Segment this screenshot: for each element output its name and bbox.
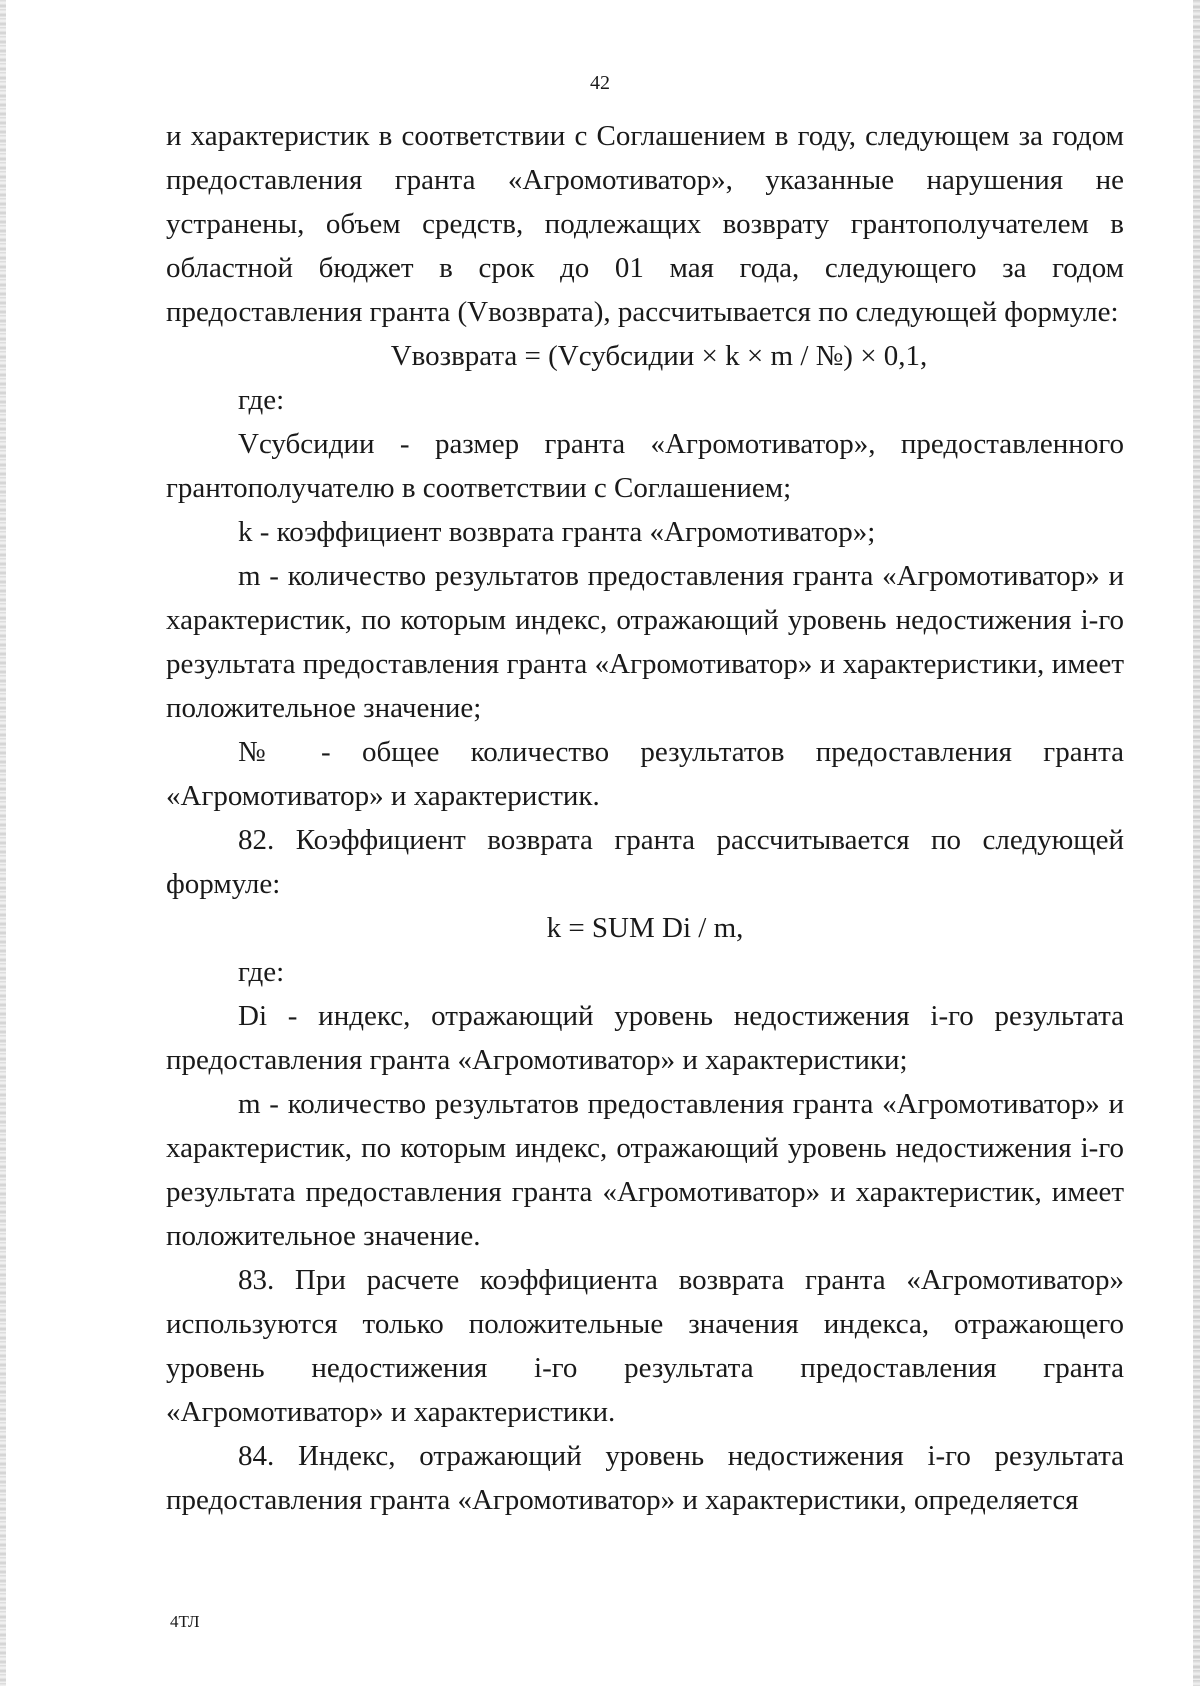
formula-return-volume: Vвозврата = (Vсубсидии × k × m / №) × 0,1, bbox=[390, 340, 928, 372]
footer-code: 4ТЛ bbox=[170, 1612, 200, 1631]
formula-coefficient: k = SUM Di / m, bbox=[546, 912, 744, 944]
definition-m: m - количество результатов предоставления гранта «Агромотиватор» и характеристик, по которым индекс, отражающий уровень недостижения i-го результата предоставления гранта «Агромотиватор» и характеристики, имеет положительное значение; bbox=[166, 560, 1124, 724]
document-body bbox=[166, 114, 1124, 1522]
definition-vsubsidy: Vсубсидии - размер гранта «Агромотиватор», предоставленного грантополучателю в соответствии с Соглашением; bbox=[166, 428, 1124, 504]
paragraph-82: 82. Коэффициент возврата гранта рассчитывается по следующей формуле: bbox=[166, 824, 1124, 900]
definition-number: № - общее количество результатов предоставления гранта «Агромотиватор» и характеристик. bbox=[166, 736, 1124, 812]
page-number: 42 bbox=[590, 72, 610, 94]
paragraph-continuation: и характеристик в соответствии с Соглашением в году, следующем за годом предоставления гранта «Агромотиватор», указанные нарушения не устранены, объем средств, подлежащих возврату грантополучателем в областной бюджет в срок до 01 мая года, следующего за годом предоставления гранта (Vвозврата), рассчитывается по следующей формуле: bbox=[166, 120, 1124, 328]
where-label-2: где: bbox=[238, 956, 285, 988]
definition-k: k - коэффициент возврата гранта «Агромотиватор»; bbox=[238, 516, 876, 548]
definition-m-2: m - количество результатов предоставления гранта «Агромотиватор» и характеристик, по которым индекс, отражающий уровень недостижения i-го результата предоставления гранта «Агромотиватор» и характеристик, имеет положительное значение. bbox=[166, 1088, 1124, 1252]
scan-edge-left bbox=[0, 0, 6, 1686]
where-label: где: bbox=[238, 384, 285, 416]
scan-edge-right bbox=[1193, 0, 1200, 1686]
paragraph-83: 83. При расчете коэффициента возврата гранта «Агромотиватор» используются только положительные значения индекса, отражающего уровень недостижения i-го результата предоставления гранта «Агромотиватор» и характеристики. bbox=[166, 1264, 1124, 1428]
definition-di: Di - индекс, отражающий уровень недостижения i-го результата предоставления гранта «Агромотиватор» и характеристики; bbox=[166, 1000, 1124, 1076]
paragraph-84: 84. Индекс, отражающий уровень недостижения i-го результата предоставления гранта «Агромотиватор» и характеристики, определяется bbox=[166, 1440, 1124, 1516]
